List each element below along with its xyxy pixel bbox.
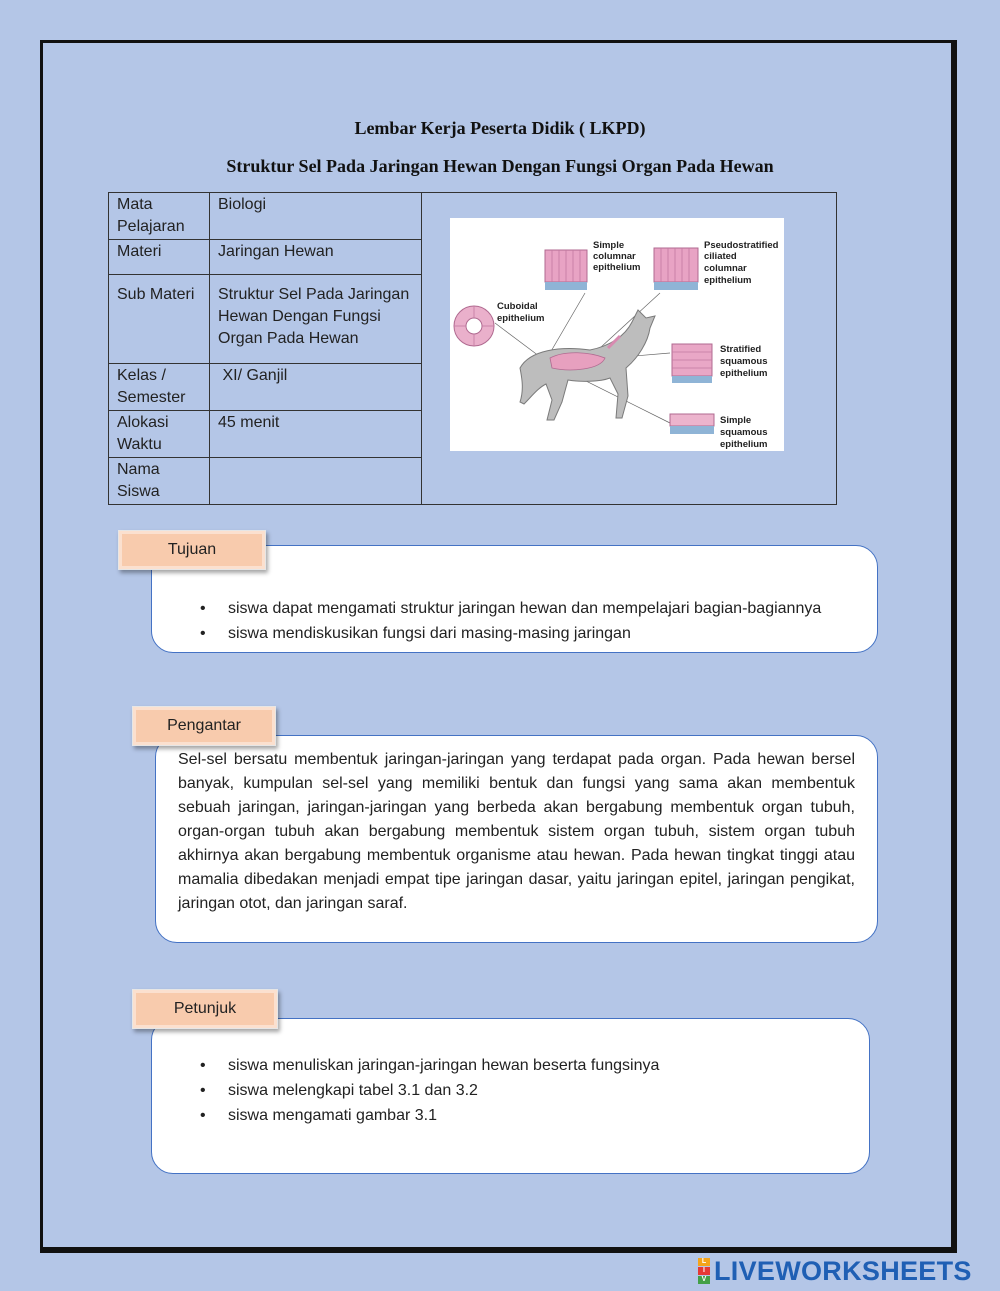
petunjuk-list xyxy=(152,1053,869,1128)
petunjuk-item-2: • siswa melengkapi tabel 3.1 dan 3.2 xyxy=(228,1078,869,1103)
page-subtitle: Struktur Sel Pada Jaringan Hewan Dengan Fungsi Organ Pada Hewan xyxy=(226,156,774,176)
petunjuk-item-3: • siswa mengamati gambar 3.1 xyxy=(228,1103,869,1128)
tujuan-label: Tujuan xyxy=(118,530,266,570)
pengantar-box xyxy=(155,735,878,943)
pengantar-label: Pengantar xyxy=(132,706,276,746)
label-sub-materi: Sub Materi xyxy=(109,275,210,364)
label-materi: Materi xyxy=(109,240,210,275)
page-title: Lembar Kerja Peserta Didik ( LKPD) xyxy=(354,118,646,138)
tujuan-item-2: • siswa mendiskusikan fungsi dari masing-masing jaringan xyxy=(228,621,877,646)
value-nama-siswa[interactable] xyxy=(210,458,422,505)
label-alokasi-waktu: Alokasi Waktu xyxy=(109,411,210,458)
stratified-squamous-block xyxy=(672,344,712,383)
label-stratified-3: epithelium xyxy=(720,368,768,379)
label-stratified-1: Stratified xyxy=(720,344,762,355)
label-pseudo-3: columnar xyxy=(704,263,747,274)
logo-text: LIVEWORKSHEETS xyxy=(714,1255,972,1286)
label-simple-columnar-1: Simple xyxy=(593,240,625,251)
label-kelas-semester: Kelas / Semester xyxy=(109,364,210,411)
label-simple-squamous-3: epithelium xyxy=(720,439,768,450)
label-simple-squamous-2: squamous xyxy=(720,427,768,438)
simple-columnar-block xyxy=(545,250,587,290)
petunjuk-label: Petunjuk xyxy=(132,989,278,1029)
value-kelas-semester: XI/ Ganjil xyxy=(210,364,422,411)
petunjuk-item-1: • siswa menuliskan jaringan-jaringan hewan beserta fungsinya xyxy=(228,1053,869,1078)
label-simple-columnar-2: columnar xyxy=(593,251,636,262)
value-sub-materi: Struktur Sel Pada Jaringan Hewan Dengan Fungsi Organ Pada Hewan xyxy=(210,275,422,364)
liveworksheets-logo[interactable] xyxy=(698,1257,972,1285)
cuboidal-block xyxy=(454,306,494,346)
tujuan-list xyxy=(152,596,877,646)
epithelium-illustration xyxy=(450,218,784,451)
label-cuboidal-1: Cuboidal xyxy=(497,301,538,312)
label-pseudo-2: ciliated xyxy=(704,251,737,262)
simple-squamous-block xyxy=(670,414,714,434)
pseudostratified-block xyxy=(654,248,698,290)
pengantar-text: Sel-sel bersatu membentuk jaringan-jaringan yang terdapat pada organ. Pada hewan bersel banyak, kumpulan sel-sel yang memiliki bentuk dan fungsi yang sama akan membentuk sebuah jaringan, jaringan-jaringan yang berbeda akan bergabung membentuk organ tubuh, organ-organ tubuh akan bergabung membentuk sistem organ tubuh, sistem organ tubuh akhirnya akan bergabung membentuk organisme atau hewan. Pada hewan tingkat tinggi atau mamalia dibedakan menjadi empat tipe jaringan dasar, yaitu jaringan epitel, jaringan pengikat, jaringan otot, dan jaringan saraf. xyxy=(178,751,855,912)
petunjuk-box xyxy=(151,1018,870,1174)
label-simple-squamous-1: Simple xyxy=(720,415,752,426)
label-pseudo-4: epithelium xyxy=(704,275,752,286)
value-mata-pelajaran: Biologi xyxy=(210,193,422,240)
wolf-figure xyxy=(520,310,655,420)
label-pseudo-1: Pseudostratified xyxy=(704,240,779,251)
tujuan-item-1: • siswa dapat mengamati struktur jaringan hewan dan mempelajari bagian-bagiannya xyxy=(228,596,877,621)
value-materi: Jaringan Hewan xyxy=(210,240,422,275)
label-stratified-2: squamous xyxy=(720,356,768,367)
label-nama-siswa: Nama Siswa xyxy=(109,458,210,505)
label-mata-pelajaran: Mata Pelajaran xyxy=(109,193,210,240)
label-simple-columnar-3: epithelium xyxy=(593,262,641,273)
logo-mark-icon: L I V xyxy=(698,1258,710,1285)
value-alokasi-waktu: 45 menit xyxy=(210,411,422,458)
label-cuboidal-2: epithelium xyxy=(497,313,545,324)
